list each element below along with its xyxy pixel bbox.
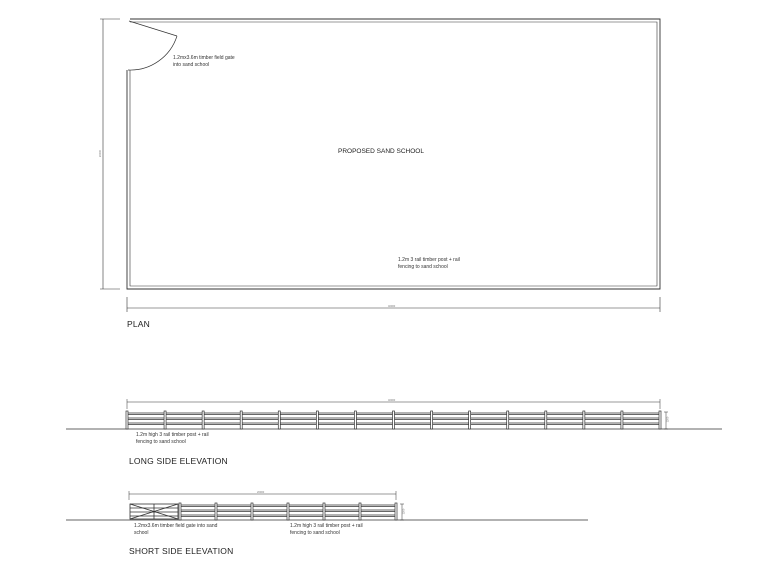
- fence-post: [179, 503, 181, 520]
- fence-post: [202, 411, 204, 429]
- fence-post: [393, 411, 395, 429]
- fence-post: [545, 411, 547, 429]
- plan-gate-swing-arc: [128, 36, 177, 70]
- plan-fence-note: [398, 257, 460, 270]
- short-elevation-dimension-text: 20000: [257, 491, 265, 494]
- fence-post: [507, 411, 509, 429]
- plan-title: PLAN: [127, 319, 151, 329]
- long-elevation-posts: [126, 411, 661, 429]
- long-elevation-view: [66, 399, 722, 429]
- fence-post: [164, 411, 166, 429]
- fence-post: [278, 411, 280, 429]
- plan-fence-note-line: fencing to sand school: [398, 263, 448, 270]
- fence-post: [583, 411, 585, 429]
- short-elevation-height-text: 1200: [402, 508, 406, 515]
- fence-post: [359, 503, 361, 520]
- fence-post: [316, 411, 318, 429]
- fence-post: [323, 503, 325, 520]
- fence-post: [251, 503, 253, 520]
- plan-gate-note-line: 1.2mx3.6m timber field gate: [173, 55, 235, 61]
- long-elevation-title: LONG SIDE ELEVATION: [129, 456, 228, 466]
- long-elevation-fence-note: [136, 432, 209, 445]
- plan-fence-note-line: 1.2m 3 rail timber post + rail: [398, 257, 460, 263]
- fence-post: [431, 411, 433, 429]
- plan-dimension-width-text: 40000: [388, 305, 396, 308]
- plan-gate-leaf: [129, 21, 177, 36]
- plan-center-label: PROPOSED SAND SCHOOL: [338, 148, 424, 155]
- fence-post: [354, 411, 356, 429]
- fence-post: [240, 411, 242, 429]
- plan-gate-note-line: into sand school: [173, 61, 210, 68]
- fence-post: [215, 503, 217, 520]
- short-elevation-view: [66, 491, 588, 520]
- short-elevation-gate: [130, 504, 178, 519]
- plan-dimension-height-text: 20000: [99, 149, 103, 158]
- fence-post: [621, 411, 623, 429]
- short-elevation-fence-note-line: 1.2m high 3 rail timber post + rail: [290, 523, 363, 529]
- long-elevation-dimension-text: 40000: [388, 399, 396, 402]
- fence-post: [395, 503, 397, 520]
- long-elevation-fence-note-line: 1.2m high 3 rail timber post + rail: [136, 432, 209, 438]
- fence-post: [469, 411, 471, 429]
- short-elevation-gate-note-line: 1.2mx3.6m timber field gate into sand: [134, 523, 218, 529]
- short-elevation-gate-note-line: school: [134, 529, 149, 536]
- plan-gate-note: [173, 55, 235, 68]
- fence-post: [126, 411, 128, 429]
- long-elevation-fence-note-line: fencing to sand school: [136, 438, 186, 445]
- short-elevation-title: SHORT SIDE ELEVATION: [129, 546, 234, 556]
- short-elevation-gate-note: [134, 523, 217, 536]
- long-elevation-height-text: 1200: [666, 416, 670, 423]
- plan-dimension-vertical: [100, 19, 120, 289]
- short-elevation-fence-note-line: fencing to sand school: [290, 529, 340, 536]
- fence-post: [287, 503, 289, 520]
- short-elevation-fence-note: [290, 523, 363, 536]
- fence-post: [659, 411, 661, 429]
